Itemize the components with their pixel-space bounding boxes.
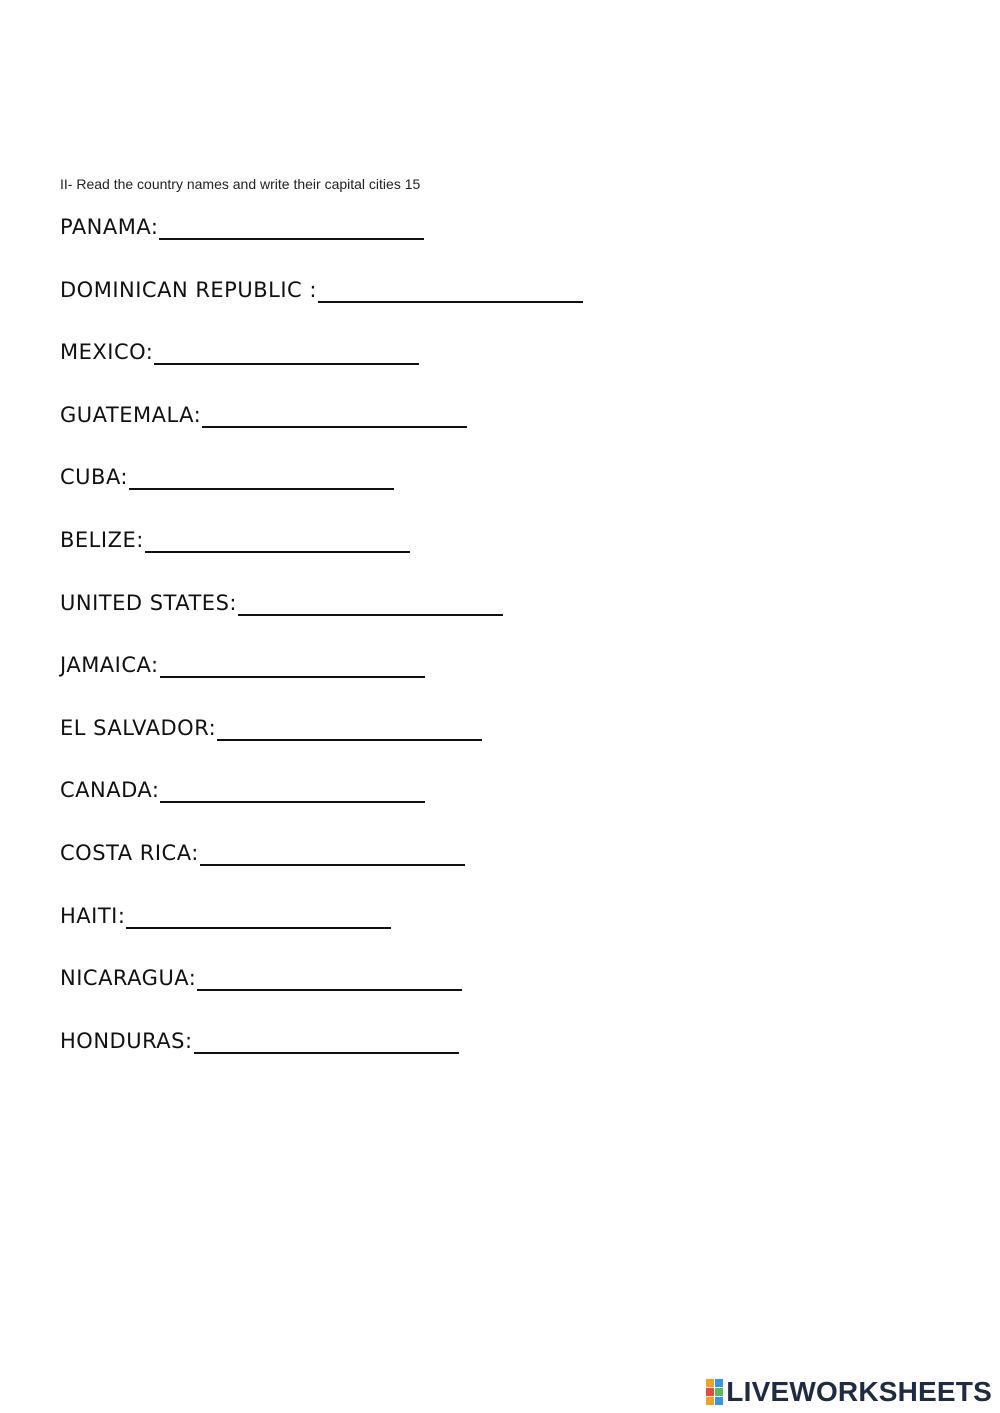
question-row	[60, 901, 960, 964]
logo-badge-square	[715, 1397, 723, 1405]
answer-blank[interactable]	[200, 838, 465, 866]
answer-blank[interactable]	[194, 1026, 459, 1054]
country-label: MEXICO:	[60, 340, 154, 365]
answer-blank[interactable]	[160, 775, 425, 803]
question-row	[60, 462, 960, 525]
country-label: COSTA RICA:	[60, 840, 199, 865]
logo-badge-square	[706, 1388, 714, 1396]
question-list	[60, 212, 960, 1088]
answer-blank[interactable]	[154, 337, 419, 365]
logo-badge-square	[706, 1397, 714, 1405]
country-label: BELIZE:	[60, 527, 144, 552]
question-row	[60, 588, 960, 651]
country-label: JAMAICA:	[60, 653, 159, 678]
country-label: CUBA:	[60, 465, 129, 490]
question-row	[60, 337, 960, 400]
logo-badge-square	[715, 1379, 723, 1387]
answer-blank[interactable]	[318, 275, 583, 303]
country-label: HONDURAS:	[60, 1028, 193, 1053]
logo-badge-square	[715, 1388, 723, 1396]
question-row	[60, 400, 960, 463]
country-label: UNITED STATES:	[60, 590, 237, 615]
liveworksheets-logo[interactable]	[706, 1377, 992, 1407]
answer-blank[interactable]	[145, 525, 410, 553]
answer-blank[interactable]	[202, 400, 467, 428]
answer-blank[interactable]	[160, 650, 425, 678]
answer-blank[interactable]	[238, 588, 503, 616]
country-label: CANADA:	[60, 778, 160, 803]
country-label: NICARAGUA:	[60, 966, 197, 991]
question-row	[60, 525, 960, 588]
instruction-text: II- Read the country names and write their capital cities 15	[60, 176, 421, 192]
country-label: GUATEMALA:	[60, 402, 202, 427]
answer-blank[interactable]	[126, 901, 391, 929]
answer-blank[interactable]	[159, 212, 424, 240]
country-label: DOMINICAN REPUBLIC :	[60, 277, 317, 302]
liveworksheets-logo-icon	[706, 1379, 723, 1405]
question-row	[60, 963, 960, 1026]
country-label: EL SALVADOR:	[60, 715, 217, 740]
question-row	[60, 1026, 960, 1089]
question-row	[60, 650, 960, 713]
question-row	[60, 275, 960, 338]
country-label: HAITI:	[60, 903, 126, 928]
answer-blank[interactable]	[129, 462, 394, 490]
answer-blank[interactable]	[217, 713, 482, 741]
logo-text: LIVEWORKSHEETS	[726, 1376, 992, 1407]
question-row	[60, 713, 960, 776]
question-row	[60, 775, 960, 838]
question-row	[60, 212, 960, 275]
question-row	[60, 838, 960, 901]
answer-blank[interactable]	[197, 963, 462, 991]
country-label: PANAMA:	[60, 215, 159, 239]
logo-badge-square	[706, 1379, 714, 1387]
